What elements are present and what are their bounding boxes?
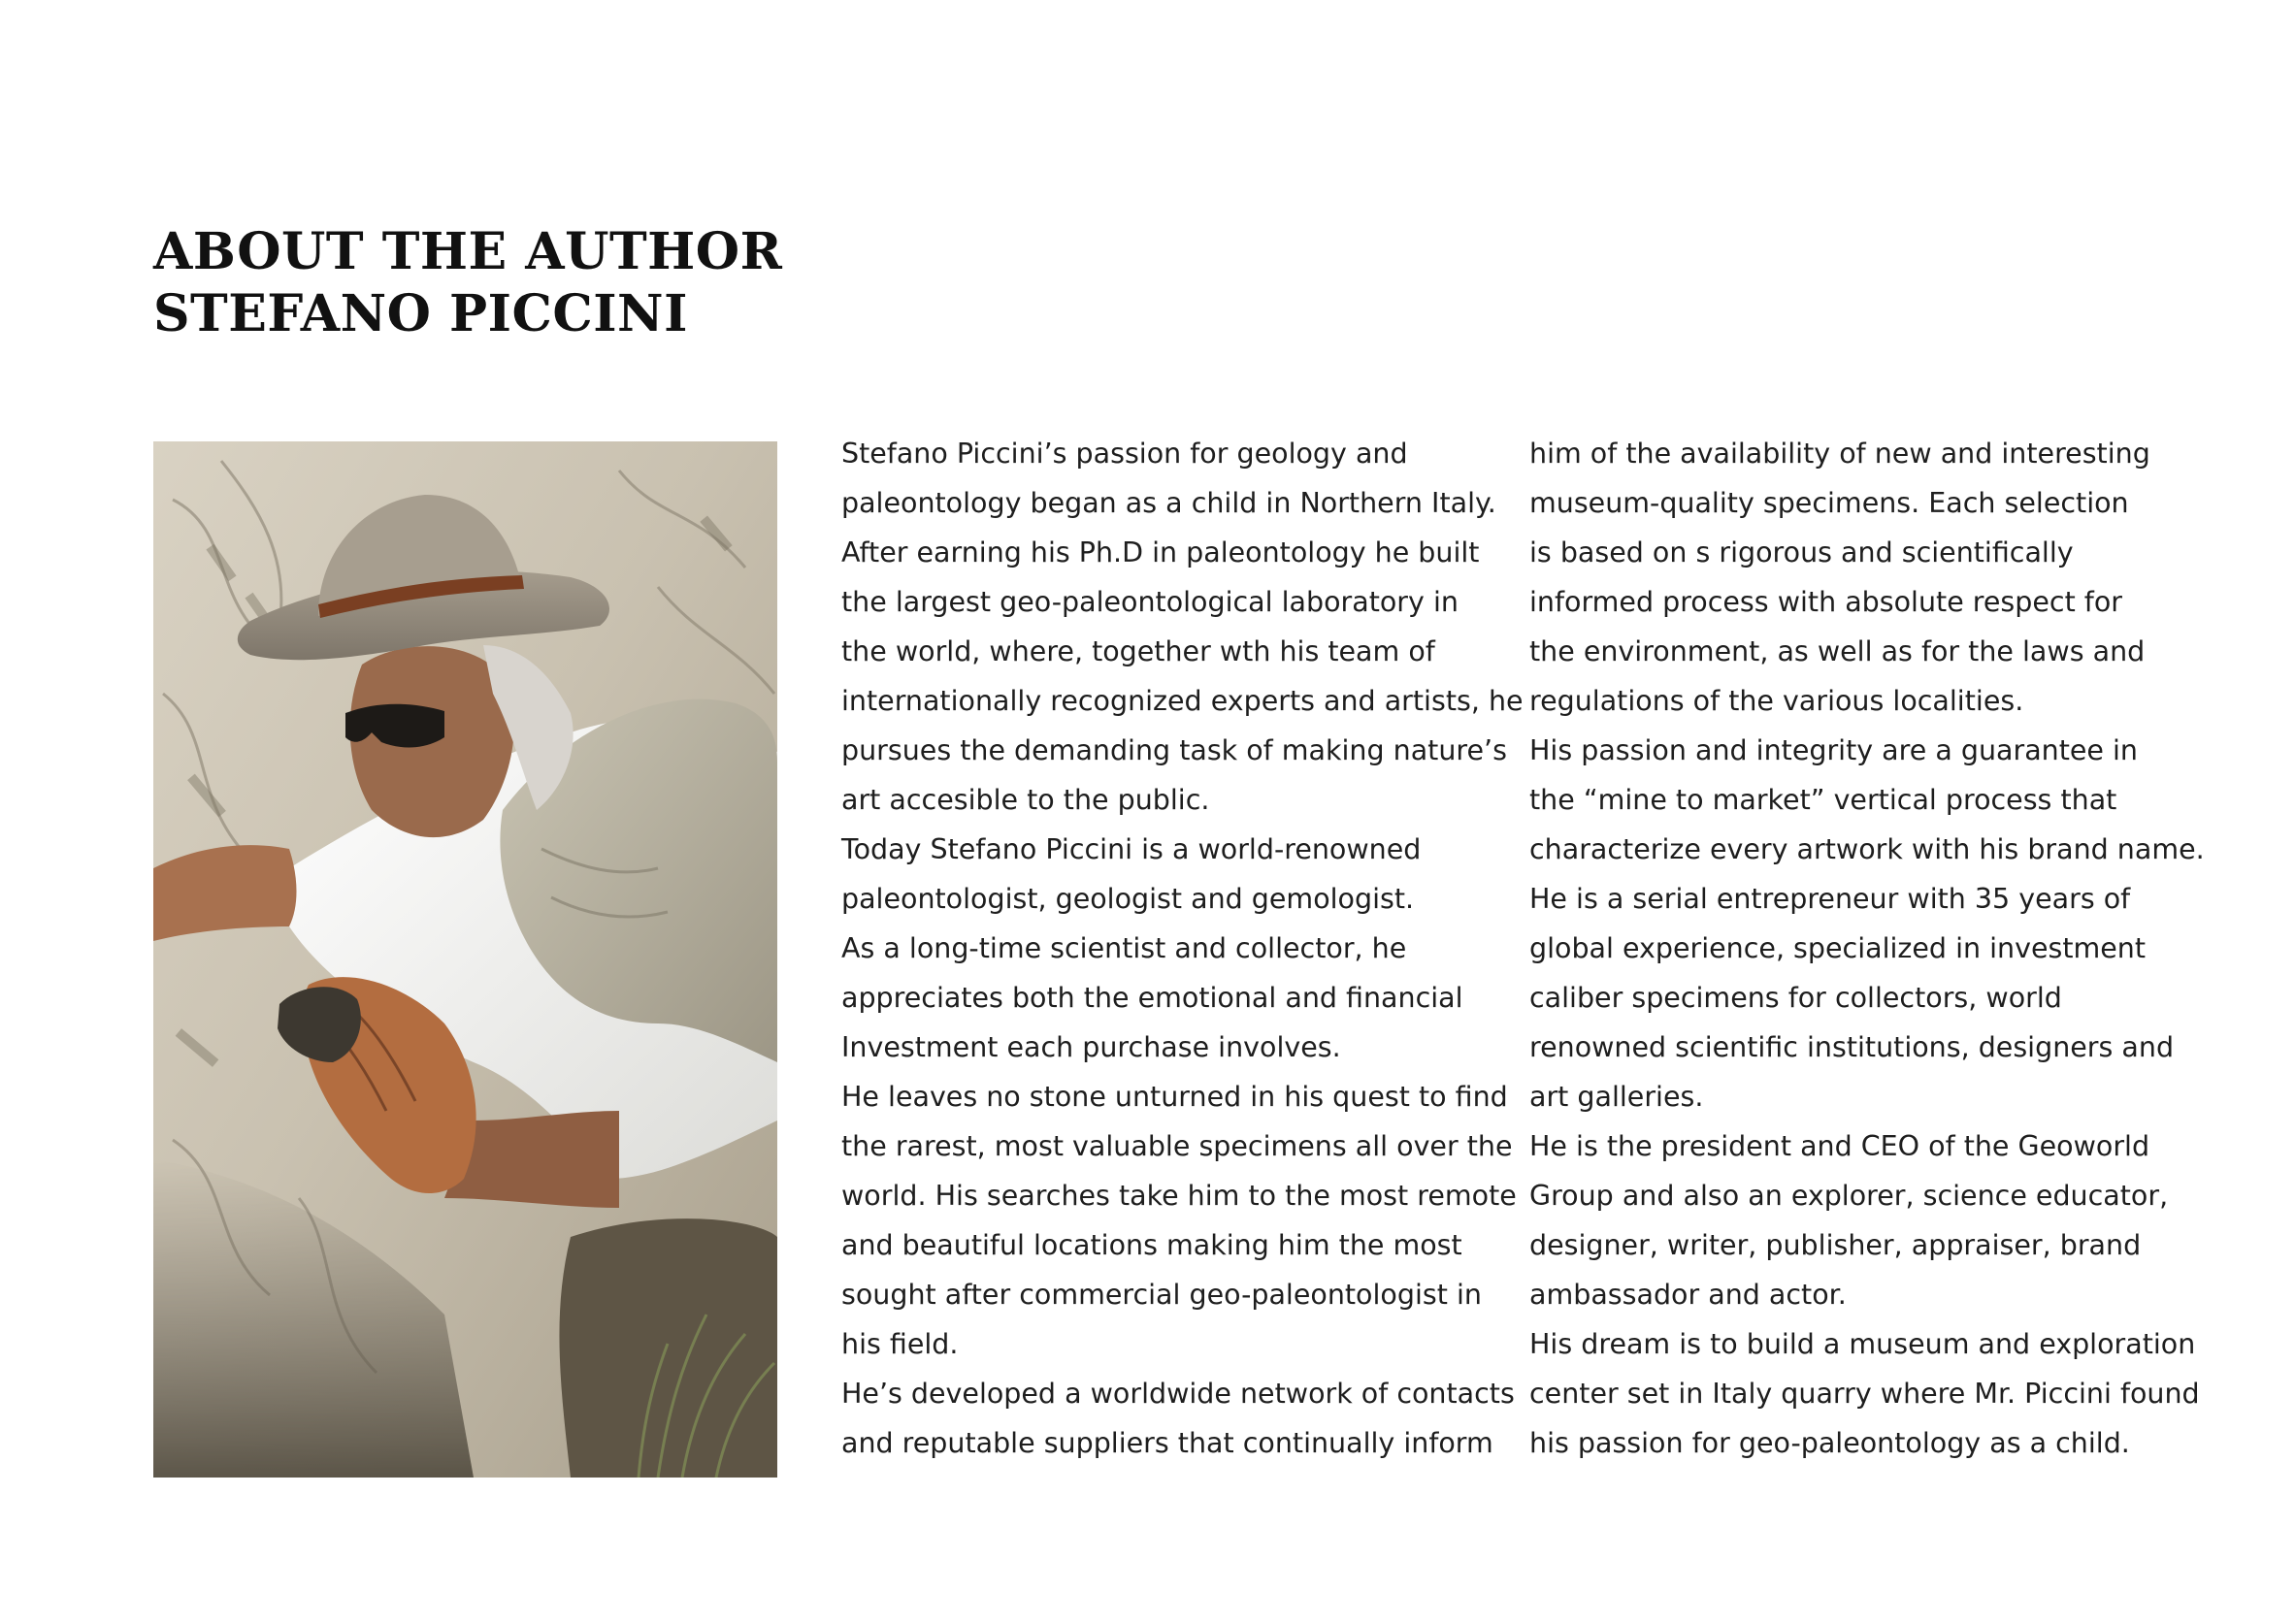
- paragraph-line: Stefano Piccini’s passion for geology and: [841, 438, 1408, 470]
- paragraph-line: He’s developed a worldwide network of contacts: [841, 1378, 1515, 1410]
- paragraph-line: world. His searches take him to the most remote: [841, 1180, 1517, 1212]
- paragraph-line: Group and also an explorer, science educator,: [1529, 1180, 2169, 1212]
- page-title: [153, 221, 782, 345]
- paragraph-line: pursues the demanding task of making nature’s: [841, 734, 1507, 766]
- paragraph-line: regulations of the various localities.: [1529, 685, 2024, 717]
- paragraph-line: and reputable suppliers that continually inform: [841, 1427, 1493, 1459]
- paragraph-line: sought after commercial geo-paleontologist in: [841, 1279, 1482, 1311]
- paragraph-line: art accesible to the public.: [841, 784, 1210, 816]
- paragraph-line: the rarest, most valuable specimens all over the: [841, 1130, 1513, 1162]
- paragraph-line: caliber specimens for collectors, world: [1529, 982, 2062, 1014]
- paragraph-line: center set in Italy quarry where Mr. Piccini found: [1529, 1378, 2200, 1410]
- paragraph-line: him of the availability of new and interesting: [1529, 438, 2150, 470]
- author-photo: [153, 441, 777, 1478]
- paragraph-line: He is the president and CEO of the Geoworld: [1529, 1130, 2150, 1162]
- author-photo-illustration: [153, 441, 777, 1478]
- paragraph-line: paleontologist, geologist and gemologist.: [841, 883, 1415, 915]
- paragraph-line: His dream is to build a museum and exploration: [1529, 1328, 2196, 1360]
- paragraph-line: art galleries.: [1529, 1081, 1704, 1113]
- body-column-right: [1529, 429, 2205, 1468]
- paragraph-line: He is a serial entrepreneur with 35 years of: [1529, 883, 2131, 915]
- paragraph-line: He leaves no stone unturned in his quest to find: [841, 1081, 1508, 1113]
- paragraph-line: the world, where, together wth his team of: [841, 635, 1435, 667]
- paragraph-line: and beautiful locations making him the most: [841, 1229, 1462, 1261]
- paragraph-line: paleontology began as a child in Northern Italy.: [841, 487, 1496, 519]
- paragraph-line: is based on s rigorous and scientifically: [1529, 536, 2074, 568]
- paragraph-line: As a long-time scientist and collector, he: [841, 932, 1407, 964]
- paragraph-line: the largest geo-paleontological laboratory in: [841, 586, 1459, 618]
- paragraph-line: his passion for geo-paleontology as a child.: [1529, 1427, 2130, 1459]
- paragraph-line: internationally recognized experts and artists, he: [841, 685, 1524, 717]
- paragraph-line: renowned scientific institutions, designers and: [1529, 1031, 2175, 1063]
- title-line-2: STEFANO PICCINI: [153, 284, 688, 343]
- paragraph-line: the “mine to market” vertical process that: [1529, 784, 2117, 816]
- paragraph-line: appreciates both the emotional and financial: [841, 982, 1463, 1014]
- paragraph-line: characterize every artwork with his brand name.: [1529, 833, 2205, 865]
- body-column-left: [841, 429, 1524, 1468]
- paragraph-line: ambassador and actor.: [1529, 1279, 1847, 1311]
- title-line-1: ABOUT THE AUTHOR: [153, 222, 783, 281]
- paragraph-line: His passion and integrity are a guarantee in: [1529, 734, 2138, 766]
- paragraph-line: his field.: [841, 1328, 959, 1360]
- paragraph-line: informed process with absolute respect for: [1529, 586, 2122, 618]
- paragraph-line: Today Stefano Piccini is a world-renowned: [841, 833, 1422, 865]
- paragraph-line: the environment, as well as for the laws and: [1529, 635, 2146, 667]
- paragraph-line: Investment each purchase involves.: [841, 1031, 1341, 1063]
- paragraph-line: designer, writer, publisher, appraiser, brand: [1529, 1229, 2142, 1261]
- paragraph-line: After earning his Ph.D in paleontology he built: [841, 536, 1480, 568]
- paragraph-line: global experience, specialized in investment: [1529, 932, 2147, 964]
- paragraph-line: museum-quality specimens. Each selection: [1529, 487, 2129, 519]
